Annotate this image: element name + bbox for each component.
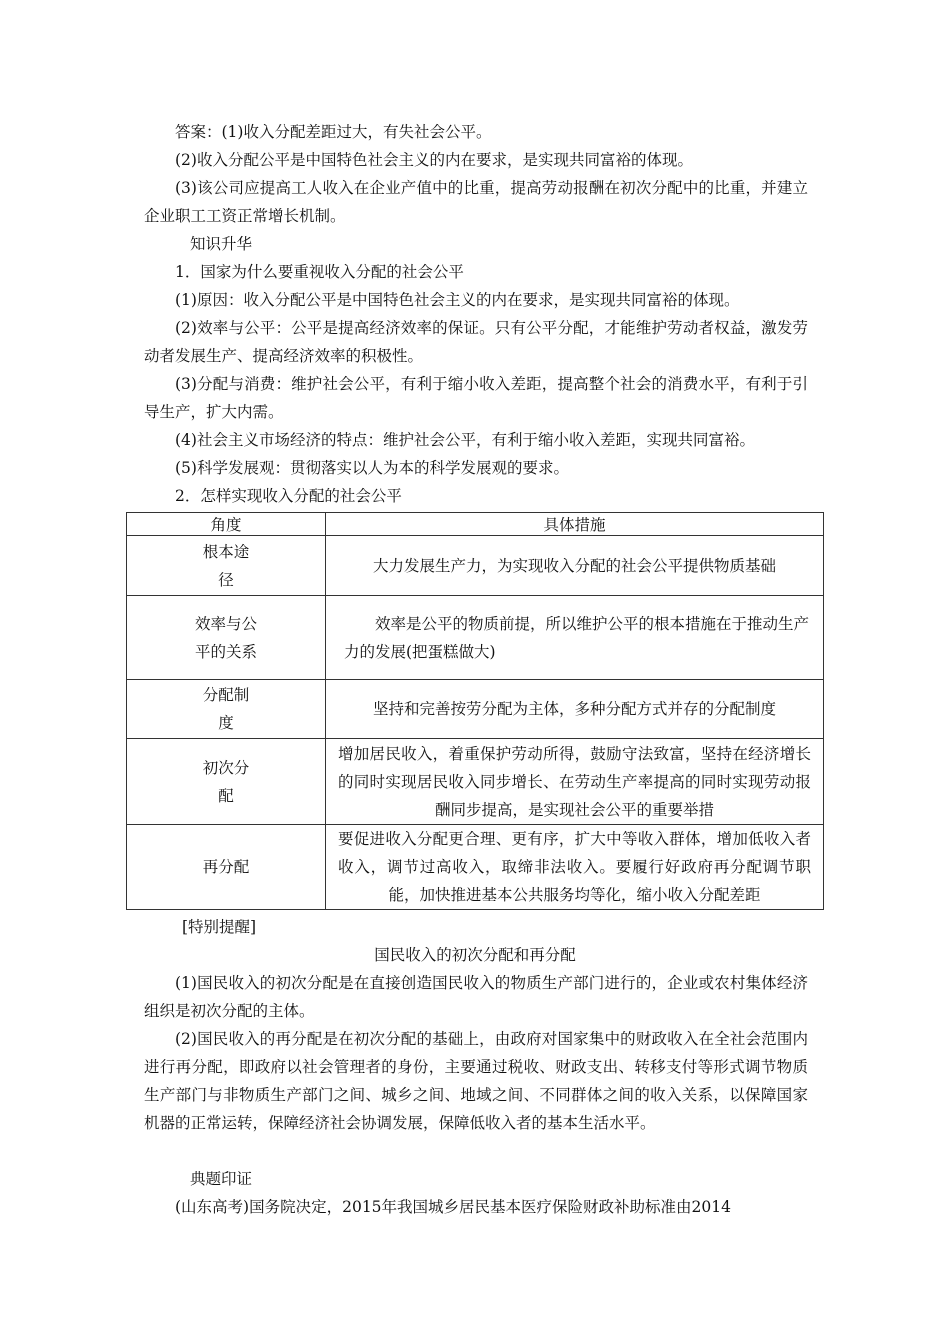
question-1-item-5: (5)科学发展观：贯彻落实以人为本的科学发展观的要求。 <box>175 459 569 477</box>
answer-line-3: (3)该公司应提高工人收入在企业产值中的比重，提高劳动报酬在初次分配中的比重，并建立企业职工工资正常增长机制。 <box>144 179 808 225</box>
row-measure: 大力发展生产力，为实现收入分配的社会公平提供物质基础 <box>372 556 776 575</box>
question-1-item-2: (2)效率与公平：公平是提高经济效率的保证。只有公平分配，才能维护劳动者权益，激发劳动者发展生产、提高经济效率的积极性。 <box>144 319 808 365</box>
row-measure: 增加居民收入，着重保护劳动所得，鼓励守法致富，坚持在经济增长的同时实现居民收入同步增长、在劳动生产率提高的同时实现劳动报酬同步提高，是实现社会公平的重要举措 <box>338 744 811 819</box>
measures-table <box>126 512 824 910</box>
table-row <box>127 596 824 680</box>
row-measure: 坚持和完善按劳分配为主体，多种分配方式并存的分配制度 <box>372 700 776 718</box>
row-angle: 效率与公平的关系 <box>194 614 257 661</box>
question-1-item-3: (3)分配与消费：维护社会公平，有利于缩小收入差距，提高整个社会的消费水平，有利于引导生产，扩大内需。 <box>144 375 808 421</box>
table-row <box>127 739 824 825</box>
reminder-paragraph-2: (2)国民收入的再分配是在初次分配的基础上，由政府对国家集中的财政收入在全社会范围内进行再分配，即政府以社会管理者的身份，主要通过税收、财政支出、转移支付等形式调节物质生产部门与非物质生产部门之间、城乡之间、地域之间、不同群体之间的收入关系，以保障国家机器的正常运转，保障经济社会协调发展，保障低收入者的基本生活水平。 <box>144 1030 808 1132</box>
table-row <box>127 825 824 910</box>
reminder-paragraph-1: (1)国民收入的初次分配是在直接创造国民收入的物质生产部门进行的，企业或农村集体经济组织是初次分配的主体。 <box>144 974 808 1020</box>
row-angle: 根本途径 <box>202 542 250 589</box>
table-header-measure: 具体措施 <box>326 513 824 536</box>
row-angle: 再分配 <box>202 858 250 876</box>
example-paragraph: (山东高考)国务院决定，2015年我国城乡居民基本医疗保险财政补助标准由2014 <box>175 1198 731 1216</box>
knowledge-heading: 知识升华 <box>190 235 253 253</box>
row-angle: 分配制度 <box>202 686 250 732</box>
reminder-title: 国民收入的初次分配和再分配 <box>374 946 576 964</box>
row-measure: 要促进收入分配更合理、更有序，扩大中等收入群体，增加低收入者收入，调节过高收入，取缔非法收入。要履行好政府再分配调节职能，加快推进基本公共服务均等化，缩小收入分配差距 <box>338 830 811 904</box>
example-heading: 典题印证 <box>190 1170 253 1188</box>
table-row <box>127 680 824 739</box>
question-1-item-1: (1)原因：收入分配公平是中国特色社会主义的内在要求，是实现共同富裕的体现。 <box>175 291 740 309</box>
row-angle: 初次分配 <box>202 758 250 805</box>
question-2-title: 2．怎样实现收入分配的社会公平 <box>175 487 402 505</box>
table-header-row <box>127 513 824 536</box>
table-row <box>127 536 824 596</box>
question-1-title: 1．国家为什么要重视收入分配的社会公平 <box>175 263 464 281</box>
answer-line-2: (2)收入分配公平是中国特色社会主义的内在要求，是实现共同富裕的体现。 <box>175 151 693 169</box>
table-header-angle: 角度 <box>127 513 326 536</box>
reminder-label: [特别提醒] <box>182 918 257 936</box>
answer-line-1: 答案：(1)收入分配差距过大，有失社会公平。 <box>175 123 492 141</box>
row-measure: 效率是公平的物质前提，所以维护公平的根本措施在于推动生产力的发展(把蛋糕做大) <box>344 614 810 661</box>
question-1-item-4: (4)社会主义市场经济的特点：维护社会公平，有利于缩小收入差距，实现共同富裕。 <box>175 431 755 449</box>
